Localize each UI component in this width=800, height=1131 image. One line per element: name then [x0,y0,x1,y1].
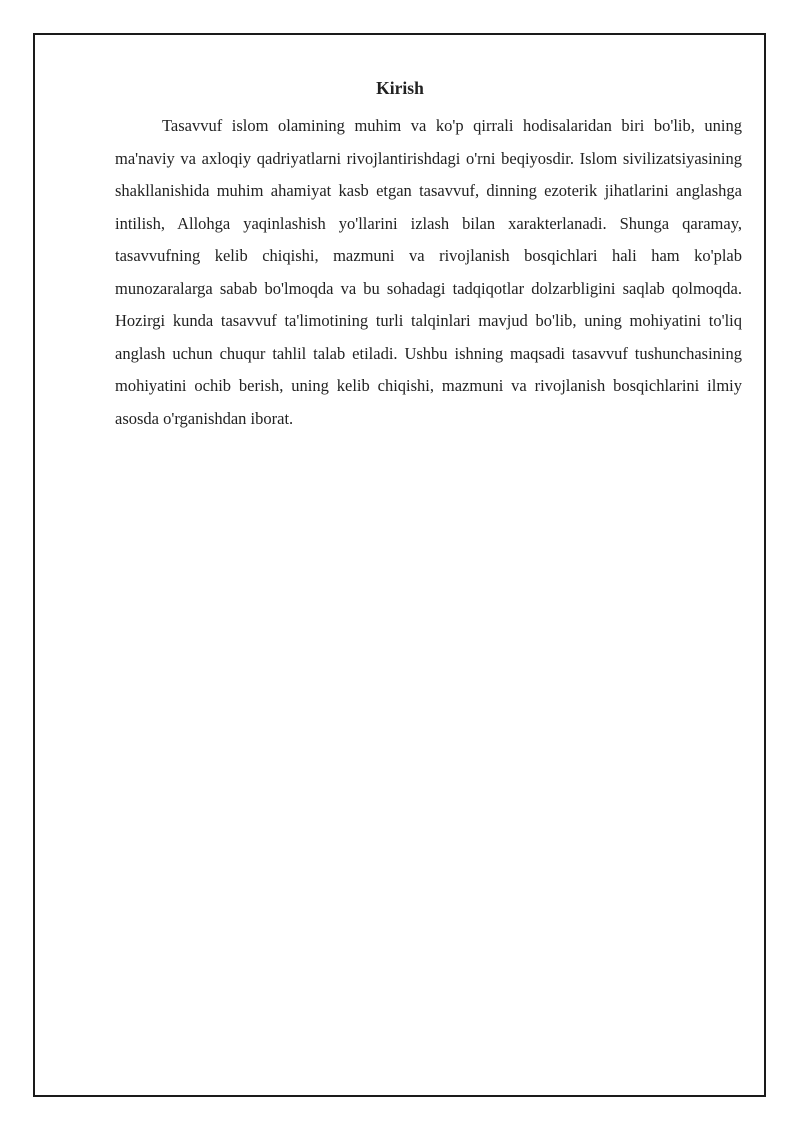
intro-paragraph: Tasavvuf islom olamining muhim va ko'p qirrali hodisalaridan biri bo'lib, uning ma'naviy va axloqiy qadriyatlarni rivojlantirishdagi o'rni beqiyosdir. Islom sivilizatsiyasining shakllanishida muhim ahamiyat kasb etgan tasavvuf, dinning ezoterik jihatlarini anglashga intilish, Allohga yaqinlashish yo'llarini izlash bilan xarakterlanadi. Shunga qaramay, tasavvufning kelib chiqishi, mazmuni va rivojlanish bosqichlari hali ham ko'plab munozaralarga sabab bo'lmoqda va bu sohadagi tadqiqotlar dolzarbligini saqlab qolmoqda. Hozirgi kunda tasavvuf ta'limotining turli talqinlari mavjud bo'lib, uning mohiyatini to'liq anglash uchun chuqur tahlil talab etiladi. Ushbu ishning maqsadi tasavvuf tushunchasining mohiyatini ochib berish, uning kelib chiqishi, mazmuni va rivojlanish bosqichlarini ilmiy asosda o'rganishdan iborat. [115,116,742,428]
section-heading: Kirish [376,78,424,98]
